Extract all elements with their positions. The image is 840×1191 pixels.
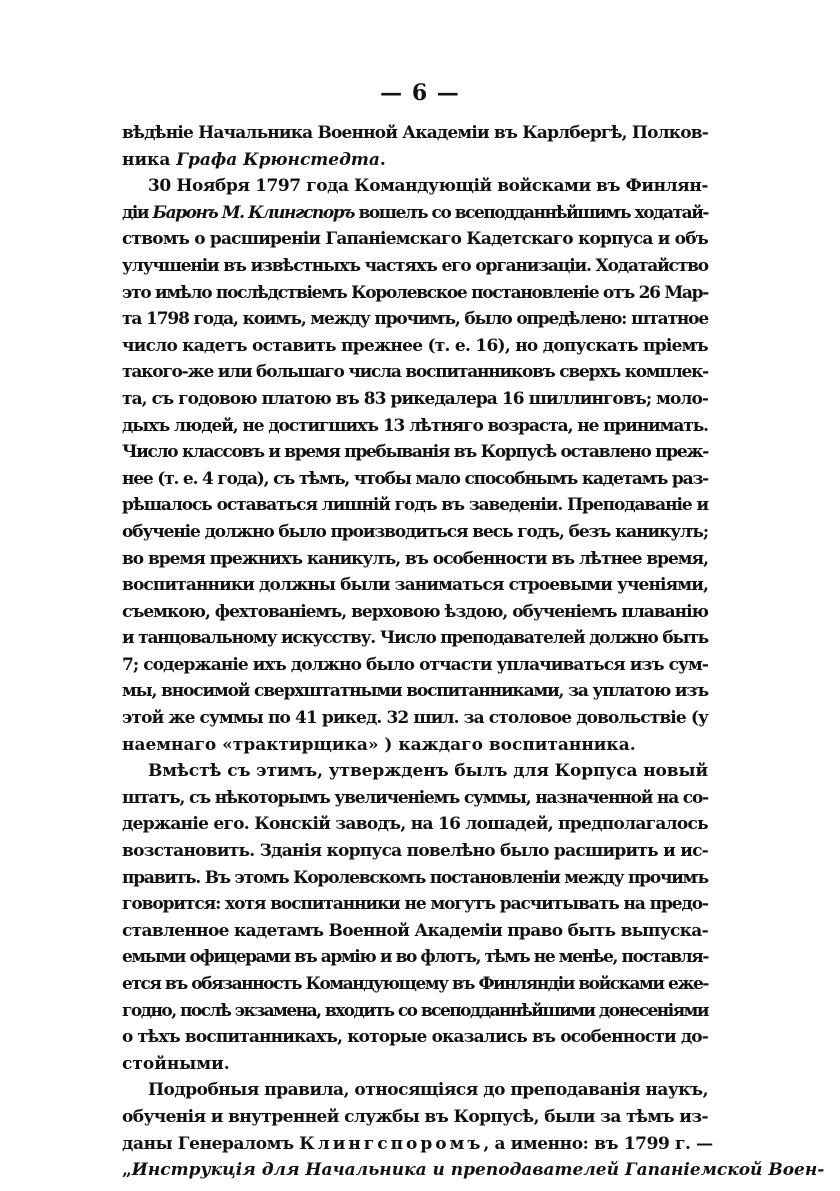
text-line bbox=[122, 1024, 708, 1051]
text-line bbox=[122, 572, 708, 599]
text-segment: годно, послѣ экзамена, входить со всеподданнѣйшими донесеніями bbox=[122, 1000, 708, 1021]
text-segment: это имѣло послѣдствіемъ Королевское постановленіе отъ 26 Мар- bbox=[122, 282, 708, 303]
page-number: — 6 — bbox=[380, 80, 460, 106]
text-line bbox=[122, 705, 708, 732]
text-line bbox=[122, 652, 708, 679]
text-line bbox=[122, 1104, 708, 1131]
text-segment: нее (т. е. 4 года), съ тѣмъ, чтобы мало способнымъ кадетамъ раз- bbox=[122, 468, 708, 489]
body-text bbox=[122, 120, 825, 1184]
text-line bbox=[122, 944, 708, 971]
text-line bbox=[122, 413, 708, 440]
text-segment: наемнаго «трактирщика» ) каждаго воспитанника. bbox=[122, 734, 636, 755]
text-segment: и танцовальному искусству. Число преподавателей должно быть bbox=[122, 628, 709, 649]
text-line bbox=[122, 1051, 708, 1078]
text-line bbox=[122, 918, 708, 945]
text-segment: та 1798 года, коимъ, между прочимъ, было опредѣлено: штатное bbox=[122, 309, 708, 330]
text-line bbox=[122, 891, 708, 918]
text-segment: этой же суммы по 41 рикед. 32 шил. за столовое довольствіе (у bbox=[122, 708, 708, 729]
text-line bbox=[122, 147, 708, 174]
text-line bbox=[122, 625, 708, 652]
text-line bbox=[122, 306, 708, 333]
text-line bbox=[122, 120, 708, 147]
text-segment: діи bbox=[122, 202, 153, 223]
text-line bbox=[122, 971, 708, 998]
text-segment: во время прежнихъ каникулъ, въ особенности въ лѣтнее время, bbox=[122, 548, 708, 569]
text-segment: Подробныя правила, относящіяся до преподаванія наукъ, bbox=[148, 1080, 708, 1101]
text-line bbox=[122, 758, 708, 785]
text-segment: та, съ годовою платою въ 83 рикедалера 16 шиллинговъ; моло- bbox=[122, 388, 708, 409]
text-segment: мы, вносимой сверхштатными воспитанниками, за уплатою изъ bbox=[122, 681, 708, 702]
text-segment: 30 Ноября 1797 года Командующій войсками въ Финлян- bbox=[148, 176, 708, 197]
text-segment: улучшеніи въ извѣстныхъ частяхъ его организаціи. Ходатайство bbox=[122, 255, 708, 276]
text-line bbox=[122, 546, 708, 573]
text-line bbox=[122, 1157, 825, 1184]
text-line bbox=[122, 226, 708, 253]
text-line bbox=[122, 439, 708, 466]
text-line bbox=[122, 599, 708, 626]
text-line bbox=[122, 173, 708, 200]
text-line bbox=[122, 359, 708, 386]
text-line bbox=[122, 200, 708, 227]
text-segment: емыми офицерами въ армію и во флотъ, тѣмъ не менѣе, поставля- bbox=[122, 947, 708, 968]
text-line bbox=[122, 519, 708, 546]
text-line bbox=[122, 1077, 708, 1104]
text-line bbox=[122, 386, 708, 413]
text-segment: Графа Крюнстедта bbox=[176, 149, 380, 170]
text-segment: обученія и внутренней службы въ Корпусѣ, были за тѣмъ из- bbox=[122, 1106, 708, 1127]
text-segment: дыхъ людей, не достигшихъ 13 лѣтняго возраста, не принимать. bbox=[122, 415, 708, 436]
text-line bbox=[122, 678, 708, 705]
text-segment: Число классовъ и время пребыванія въ Корпусѣ оставлено преж- bbox=[122, 442, 708, 463]
text-segment: воспитанники должны были заниматься строевыми ученіями, bbox=[122, 575, 708, 596]
text-line bbox=[122, 253, 708, 280]
text-segment: обученіе должно было производиться весь годъ, безъ каникулъ; bbox=[122, 521, 708, 542]
text-segment: стойными. bbox=[122, 1053, 230, 1074]
text-segment: вошелъ со всеподданнѣйшимъ ходатай- bbox=[354, 202, 708, 223]
text-segment: Клингспоромъ bbox=[299, 1133, 484, 1154]
text-line bbox=[122, 333, 708, 360]
text-line bbox=[122, 466, 708, 493]
text-line bbox=[122, 280, 708, 307]
text-line bbox=[122, 998, 708, 1025]
text-segment: штатъ, съ нѣкоторымъ увеличеніемъ суммы, назначенной на со- bbox=[122, 787, 708, 808]
text-segment: ника bbox=[122, 149, 177, 170]
text-segment: о тѣхъ воспитанникахъ, которые оказались въ особенности до- bbox=[122, 1027, 708, 1048]
text-segment: вѣдѣніе Начальника Военной Академіи въ Карлбергѣ, Полков- bbox=[122, 123, 708, 143]
text-segment: такого-же или большаго числа воспитанниковъ сверхъ комплек- bbox=[122, 362, 708, 383]
text-line bbox=[122, 811, 708, 838]
text-segment: держаніе его. Конскій заводъ, на 16 лошадей, предполагалось bbox=[122, 814, 708, 835]
text-segment: съемкою, фехтованіемъ, верховою ѣздою, обученіемъ плаванію bbox=[122, 601, 708, 622]
text-segment: даны Генераломъ bbox=[122, 1133, 300, 1154]
text-segment: , а именно: въ 1799 г. — bbox=[483, 1133, 713, 1154]
text-line bbox=[122, 1131, 713, 1158]
text-segment: говорится: хотя воспитанники не могутъ расчитывать на предо- bbox=[122, 894, 708, 915]
text-segment: число кадетъ оставить прежнее (т. е. 16), но допускать пріемъ bbox=[122, 335, 708, 356]
text-line bbox=[122, 732, 708, 759]
text-line bbox=[122, 838, 708, 865]
text-segment: ствомъ о расширеніи Гапаніемскаго Кадетскаго корпуса и объ bbox=[122, 229, 708, 250]
text-segment: править. Въ этомъ Королевскомъ постановленіи между прочимъ bbox=[122, 867, 708, 888]
text-segment: ставленное кадетамъ Военной Академіи право быть выпуска- bbox=[122, 920, 708, 941]
text-segment: 7; содержаніе ихъ должно было отчасти уплачиваться изъ сум- bbox=[122, 654, 708, 675]
text-segment: Инструкція для Начальника и преподавателей Гапаніемской Воен- bbox=[131, 1160, 825, 1181]
text-line bbox=[122, 785, 708, 812]
text-segment: „ bbox=[122, 1160, 132, 1181]
text-line bbox=[122, 492, 708, 519]
text-segment: . bbox=[379, 149, 386, 170]
text-segment: рѣшалось оставаться лишній годъ въ заведеніи. Преподаваніе и bbox=[122, 495, 708, 516]
text-segment: Вмѣстѣ съ этимъ, утвержденъ былъ для Корпуса новый bbox=[148, 761, 708, 782]
text-segment: возстановить. Зданія корпуса повелѣно было расширить и ис- bbox=[122, 841, 708, 862]
text-line bbox=[122, 865, 708, 892]
text-segment: Баронъ М. Клингспоръ bbox=[152, 202, 355, 223]
text-segment: ется въ обязанность Командующему въ Финляндіи войсками еже- bbox=[122, 974, 708, 994]
